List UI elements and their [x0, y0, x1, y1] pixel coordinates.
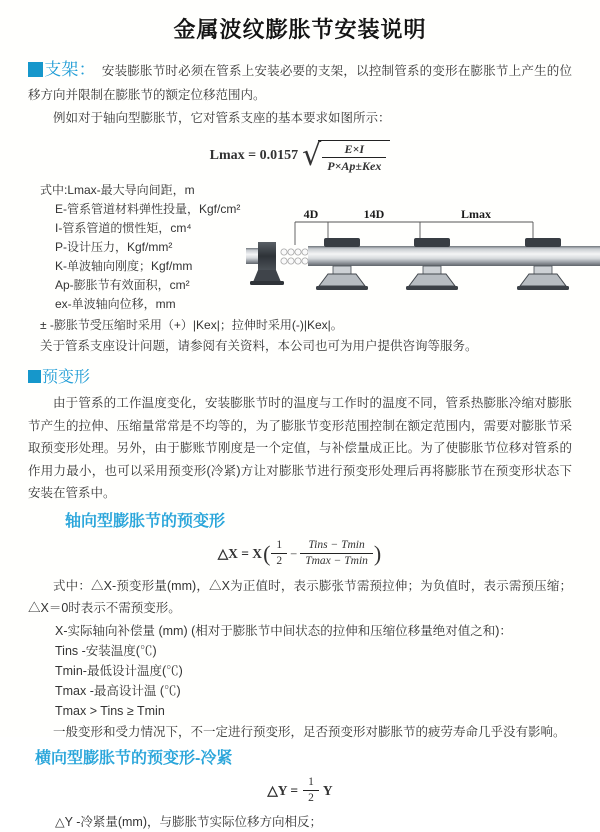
formula-lmax: [28, 137, 572, 175]
sqrt-radical-symbol: √: [302, 138, 322, 173]
formula-delta-x: [28, 537, 572, 571]
support-section-label: 支架：: [44, 60, 96, 79]
support-intro-text: 安装膨胀节时必须在管系上安装必要的支架，以控制管系的变形在膨胀节上产生的位移方向并限制在膨胀节的额定位移范围内。: [28, 64, 572, 102]
formula-lmax-fraction: [322, 142, 386, 173]
dx-explanation: 式中：△X-预变形量(mm)，△X为正值时，表示膨张节需预拉伸；为负值时，表示需预压缩；△X＝0时表示不需预变形。: [28, 578, 572, 615]
bellows-icon: [281, 249, 308, 264]
minus-sign: −: [290, 546, 298, 561]
pipe-support-diagram: [246, 208, 600, 308]
blue-square-bullet-icon: [28, 370, 41, 383]
consult-note: 关于管系支座设计问题，请参阅有关资料，本公司也可为用户提供咨询等服务。: [40, 339, 478, 353]
support-example-line: 例如对于轴向型膨胀节，它对管系支座的基本要求如图所示：: [53, 111, 391, 125]
predeform-paragraph: 由于管系的工作温度变化，安装膨胀节时的温度与工作时的温度不同，管系热膨胀冷缩对膨胀节产生的拉伸、压缩量常常是不均等的，为了膨胀节变形范围控制在额定范围内，需要对膨胀节采取预变形处理。另外，由于膨账节刚度是一个定值，与补偿量成正比。为了使膨胀节位移对管系的作用力最小，也可以采用预变形(冷紧)方让对膨胀节进行预变形处理后再将膨胀节在预变形状态下安装在管系中。: [28, 396, 572, 500]
variable-line: 式中:Lmax-最大导向间距，m: [40, 183, 195, 197]
dim-label-14d: 14D: [363, 207, 385, 221]
variable-line: E-管系管道材料弹性投量，Kgf/cm²: [55, 202, 241, 216]
tins-line: Tins -安装温度(℃): [55, 643, 157, 658]
variable-line: K-单波轴向刚度；Kgf/mm: [55, 259, 193, 273]
dim-label-lmax: Lmax: [461, 207, 491, 221]
open-paren: (: [263, 540, 271, 566]
variable-line: P-设计压力，Kgf/mm²: [55, 240, 173, 254]
main-pipe: [308, 246, 600, 266]
variables-and-diagram: [28, 181, 572, 314]
formula-lmax-numerator: E×I: [322, 142, 386, 158]
dim-label-4d: 4D: [303, 207, 319, 221]
blue-square-bullet-icon: [28, 62, 43, 77]
half-denominator: 2: [276, 555, 283, 567]
close-paren: ): [373, 540, 382, 566]
one-half-fraction: [271, 539, 287, 568]
variable-line: Ap-膨胀节有效面积，cm²: [55, 278, 190, 292]
formula-dy-tail: Y: [322, 782, 333, 798]
predeform-section-header: [28, 367, 572, 389]
half-numerator: 1: [303, 776, 319, 791]
cold-tightening-note: △Y -冷紧量(mm)，与膨胀节实际位移方向相反；: [55, 814, 323, 829]
x-compensation-line: X-实际轴向补偿量 (mm) (相对于膨胀节中间状态的拉伸和压缩位移量绝对值之和)：: [55, 623, 512, 638]
tmin-line: Tmin-最低设计温度(℃): [55, 663, 183, 678]
tmax-line: Tmax -最高设计温 (℃): [55, 683, 181, 698]
formula-delta-y: [28, 776, 572, 806]
page-title: 金属波纹膨胀节安装说明: [173, 17, 427, 42]
formula-lmax-lead: Lmax = 0.0157: [209, 148, 299, 163]
sqrt-body: [318, 140, 390, 173]
support-paragraph: [28, 58, 572, 107]
lateral-predeform-subtitle: 横向型膨胀节的预变形-冷紧: [35, 749, 233, 767]
half-denominator: 2: [308, 792, 314, 804]
predeform-header-label: 预变形: [42, 369, 91, 386]
predeform-general-note: 一般变形和受力情况下，不一定进行预变形，足否预变形对膨胀节的疲劳寿命几乎没有影响。: [53, 724, 566, 739]
formula-dx-lead: △X = X: [217, 545, 263, 561]
temperature-fraction: [300, 539, 373, 568]
variable-line: ex-单波轴向位移，mm: [55, 297, 176, 311]
variable-line: I-管系管道的惯性矩，cm⁴: [55, 221, 192, 235]
temp-numerator: Tins − Tmin: [300, 539, 373, 554]
formula-dy-lead: △Y =: [267, 782, 299, 798]
pm-kex-note: ± -膨胀节受压缩时采用（+）|Kex|；拉伸时采用(-)|Kex|。: [40, 318, 343, 332]
axial-predeform-subtitle: 轴向型膨胀节的预变形: [65, 512, 226, 530]
temp-denominator: Tmax − Tmin: [305, 555, 368, 567]
formula-lmax-denominator: P×Ap±Kex: [327, 158, 382, 173]
half-numerator: 1: [271, 539, 287, 554]
temperature-inequality: Tmax > Tins ≥ Tmin: [55, 703, 165, 718]
one-half-fraction: [303, 776, 319, 805]
